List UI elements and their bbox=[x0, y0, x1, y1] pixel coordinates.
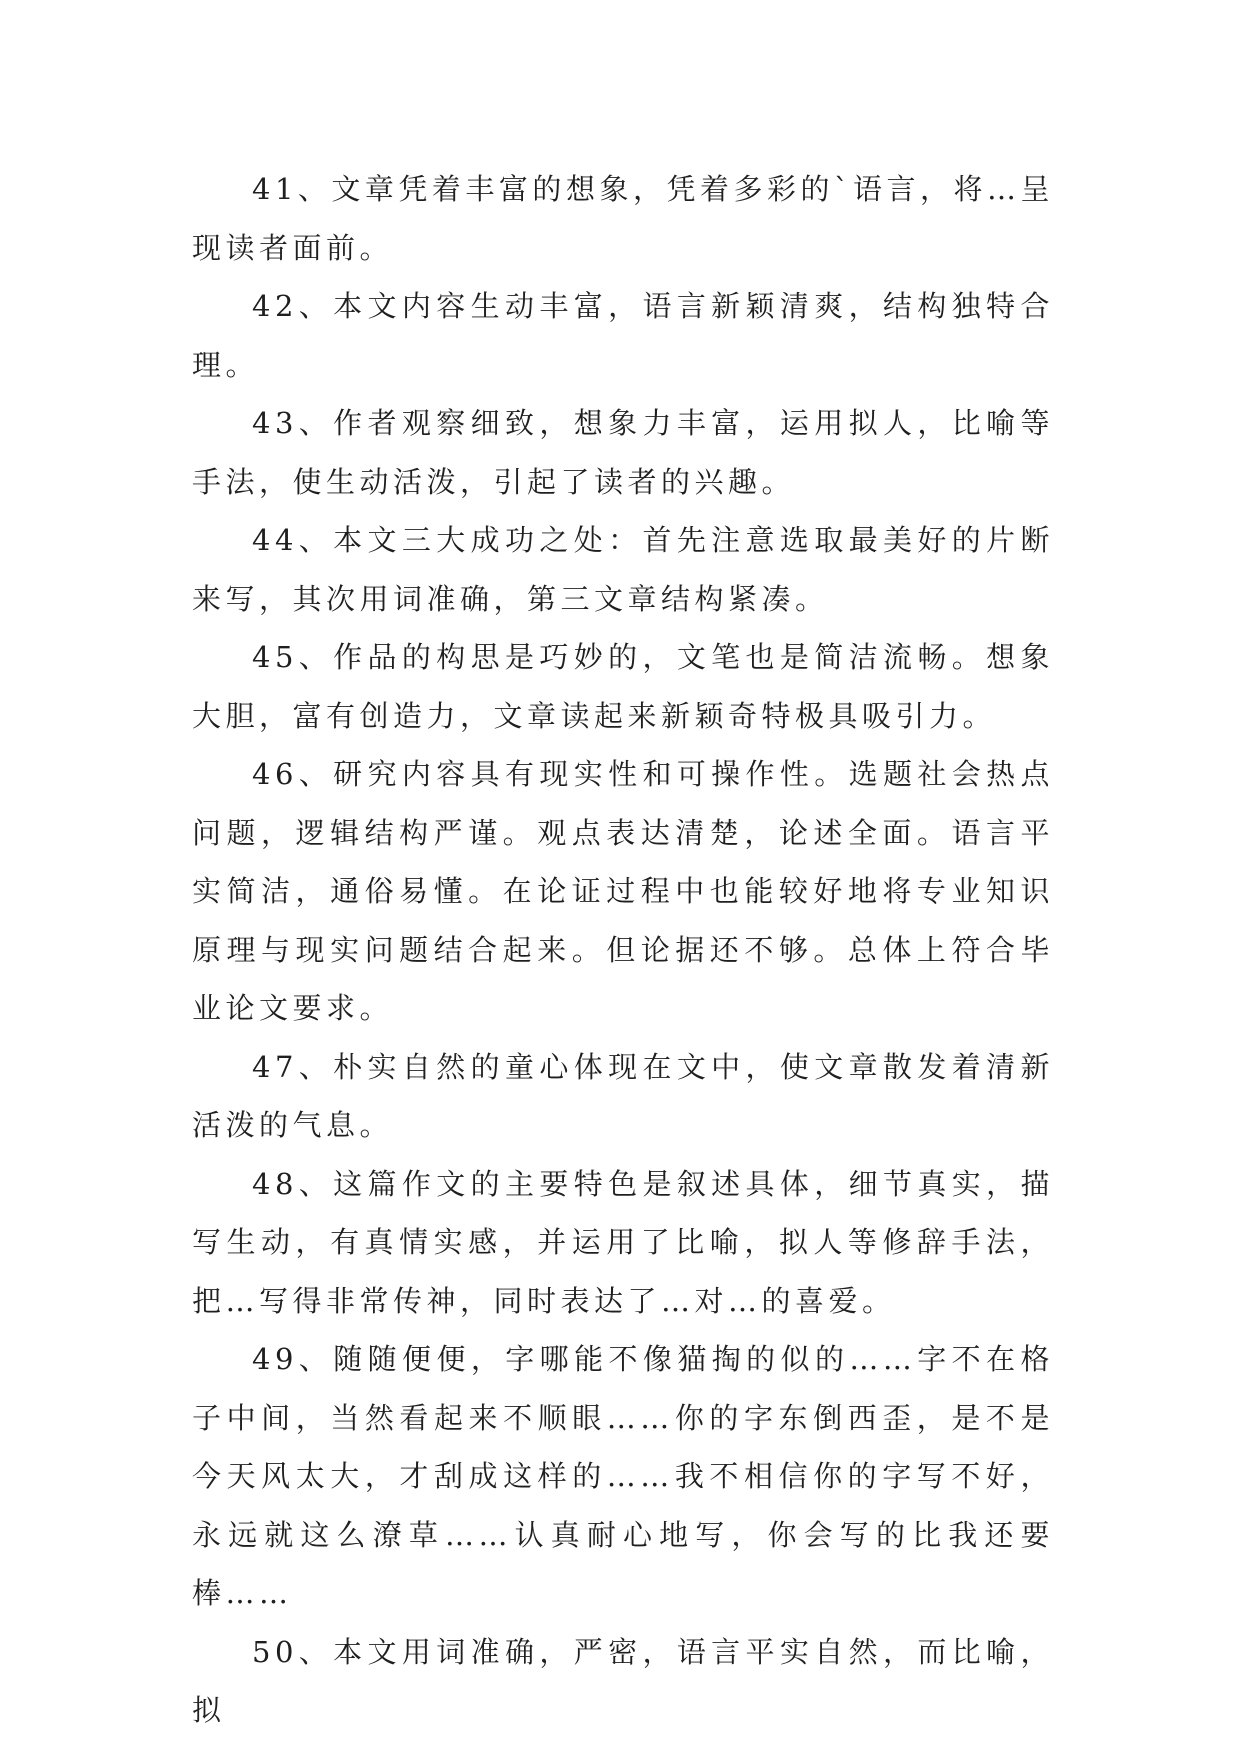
paragraph-46: 46、研究内容具有现实性和可操作性。选题社会热点问题，逻辑结构严谨。观点表达清楚，论述全面。语言平实简洁，通俗易懂。在论证过程中也能较好地将专业知识原理与现实问题结合起来。但论据还不够。总体上符合毕业论文要求。 bbox=[192, 757, 1054, 1025]
paragraph-48: 48、这篇作文的主要特色是叙述具体，细节真实，描写生动，有真情实感，并运用了比喻，拟人等修辞手法，把…写得非常传神，同时表达了…对…的喜爱。 bbox=[192, 1166, 1054, 1318]
paragraph-43: 43、作者观察细致，想象力丰富，运用拟人，比喻等手法，使生动活泼，引起了读者的兴趣。 bbox=[192, 406, 1054, 499]
paragraph-49: 49、随随便便，字哪能不像猫掏的似的……字不在格子中间，当然看起来不顺眼……你的字东倒西歪，是不是今天风太大，才刮成这样的……我不相信你的字写不好，永远就这么潦草……认真耐心地写，你会写的比我还要棒…… bbox=[192, 1342, 1054, 1610]
document-page bbox=[192, 160, 1054, 1740]
paragraph-47: 47、朴实自然的童心体现在文中，使文章散发着清新活泼的气息。 bbox=[192, 1049, 1054, 1142]
paragraph-42: 42、本文内容生动丰富，语言新颖清爽，结构独特合理。 bbox=[192, 289, 1054, 382]
paragraph-50: 50、本文用词准确，严密，语言平实自然，而比喻，拟 bbox=[192, 1634, 1054, 1727]
paragraph-44: 44、本文三大成功之处：首先注意选取最美好的片断来写，其次用词准确，第三文章结构紧凑。 bbox=[192, 523, 1054, 616]
paragraph-45: 45、作品的构思是巧妙的，文笔也是简洁流畅。想象大胆，富有创造力，文章读起来新颖奇特极具吸引力。 bbox=[192, 640, 1054, 733]
paragraph-41: 41、文章凭着丰富的想象，凭着多彩的`语言，将…呈现读者面前。 bbox=[192, 172, 1054, 265]
